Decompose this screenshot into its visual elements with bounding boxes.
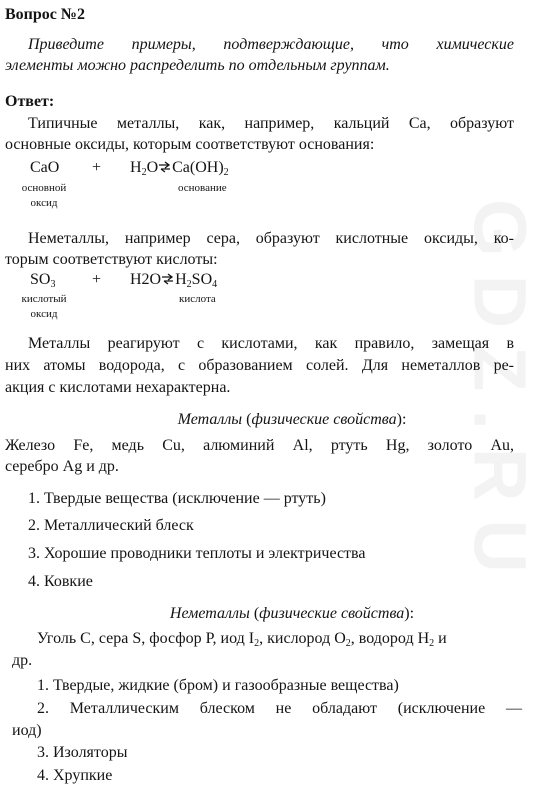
question-text-line2: элементы можно распределить по отдельным группам. bbox=[5, 57, 390, 74]
question-title: Вопрос №2 bbox=[5, 6, 85, 23]
metals-item: 4. Ковкие bbox=[28, 573, 93, 590]
metals-examples-line1: Железо Fe, медь Cu, алюминий Al, ртуть Hg, золото Au, bbox=[5, 437, 515, 454]
eq2-product-h: H bbox=[175, 271, 187, 288]
eq2-left-sub: 3 bbox=[50, 279, 56, 290]
nonmetals-heading: Неметаллы (физические свойства): bbox=[169, 605, 415, 622]
eq2-reagent: H2O bbox=[130, 271, 162, 288]
eq1-caption-left-line1: основной bbox=[21, 182, 67, 194]
eq2-caption-right: кислота bbox=[179, 293, 216, 305]
eq1-plus: + bbox=[92, 159, 102, 176]
eq2-left bbox=[30, 270, 55, 290]
metals-heading: Металлы (физические свойства): bbox=[177, 411, 407, 428]
nonmetals-heading-title: Неметаллы bbox=[169, 605, 250, 622]
nonmetals-examples-line1: Уголь С, сера S, фосфор Р, иод $I_2$, кислород $О_2$, водород $Н_2$ и bbox=[37, 630, 447, 649]
eq1-water-h: Н bbox=[130, 159, 142, 176]
nonmetals-item: 4. Хрупкие bbox=[37, 767, 113, 784]
eq1-water-o: О bbox=[146, 159, 159, 176]
nonmetals-item: 1. Твердые, жидкие (бром) и газообразные вещества) bbox=[37, 677, 399, 694]
eq2-plus: + bbox=[92, 271, 102, 288]
question-text-line1: Приведите примеры, подтверждающие, что химические bbox=[28, 36, 514, 53]
eq1-product: Са(ОН) bbox=[172, 159, 224, 176]
eq1-product-sub: 2 bbox=[223, 167, 229, 178]
eq1-left: СаО bbox=[30, 159, 60, 176]
answer-paragraph3-line3: акция с кислотами нехарактерна. bbox=[5, 379, 231, 396]
answer-paragraph2-line2: торым соответствуют кислоты: bbox=[5, 251, 218, 268]
nonmetals-item: 2. Металлическим блеском не обладают (исключение — bbox=[37, 700, 522, 717]
nonmetals-item-continuation: иод) bbox=[12, 722, 42, 739]
answer-paragraph2-line1: Неметаллы, например сера, образуют кислотные оксиды, ко- bbox=[28, 230, 514, 247]
answer-paragraph3-line2: них атомы водорода, с образованием солей. Для неметаллов ре- bbox=[5, 357, 514, 374]
answer-paragraph1-line2: основные оксиды, которым соответствуют основания: bbox=[5, 136, 375, 153]
watermark-text: GDZ.RU bbox=[458, 199, 542, 591]
metals-item: 2. Металлический блеск bbox=[28, 517, 194, 534]
eq1-water-sub: 2 bbox=[141, 167, 147, 178]
eq2-caption-left-line2: оксид bbox=[30, 308, 58, 320]
eq2-caption-left-line1: кислотый bbox=[21, 293, 67, 305]
nonmetals-item: 3. Изоляторы bbox=[37, 744, 128, 761]
metals-heading-subtitle: физические свойства bbox=[251, 411, 397, 428]
nonmetals-heading-subtitle: физические свойства bbox=[259, 605, 405, 622]
metals-item: 1. Твердые вещества (исключение — ртуть) bbox=[28, 490, 326, 507]
eq2-product-so: SO bbox=[191, 271, 213, 288]
answer-title: Ответ: bbox=[5, 93, 55, 110]
metals-heading-title: Металлы bbox=[177, 411, 243, 428]
metals-examples-line2: серебро Ag и др. bbox=[5, 458, 119, 475]
reaction-arrow-icon bbox=[158, 160, 172, 174]
eq1-right bbox=[130, 158, 229, 178]
answer-paragraph1-line1: Типичные металлы, как, например, кальций Са, образуют bbox=[28, 115, 514, 132]
eq2-left-formula: SO bbox=[30, 271, 51, 288]
eq1-caption-right: основание bbox=[178, 182, 227, 194]
answer-paragraph3-line1: Металлы реагируют с кислотами, как правило, замещая в bbox=[28, 335, 514, 352]
eq1-caption-left-line2: оксид bbox=[30, 197, 58, 209]
metals-item: 3. Хорошие проводники теплоты и электричества bbox=[28, 545, 366, 562]
eq2-product-h-sub: 2 bbox=[186, 279, 192, 290]
reaction-arrow-icon bbox=[161, 272, 175, 286]
eq2-product-so-sub: 4 bbox=[212, 279, 218, 290]
eq2-right bbox=[130, 270, 217, 290]
nonmetals-examples-line2: др. bbox=[12, 652, 33, 669]
